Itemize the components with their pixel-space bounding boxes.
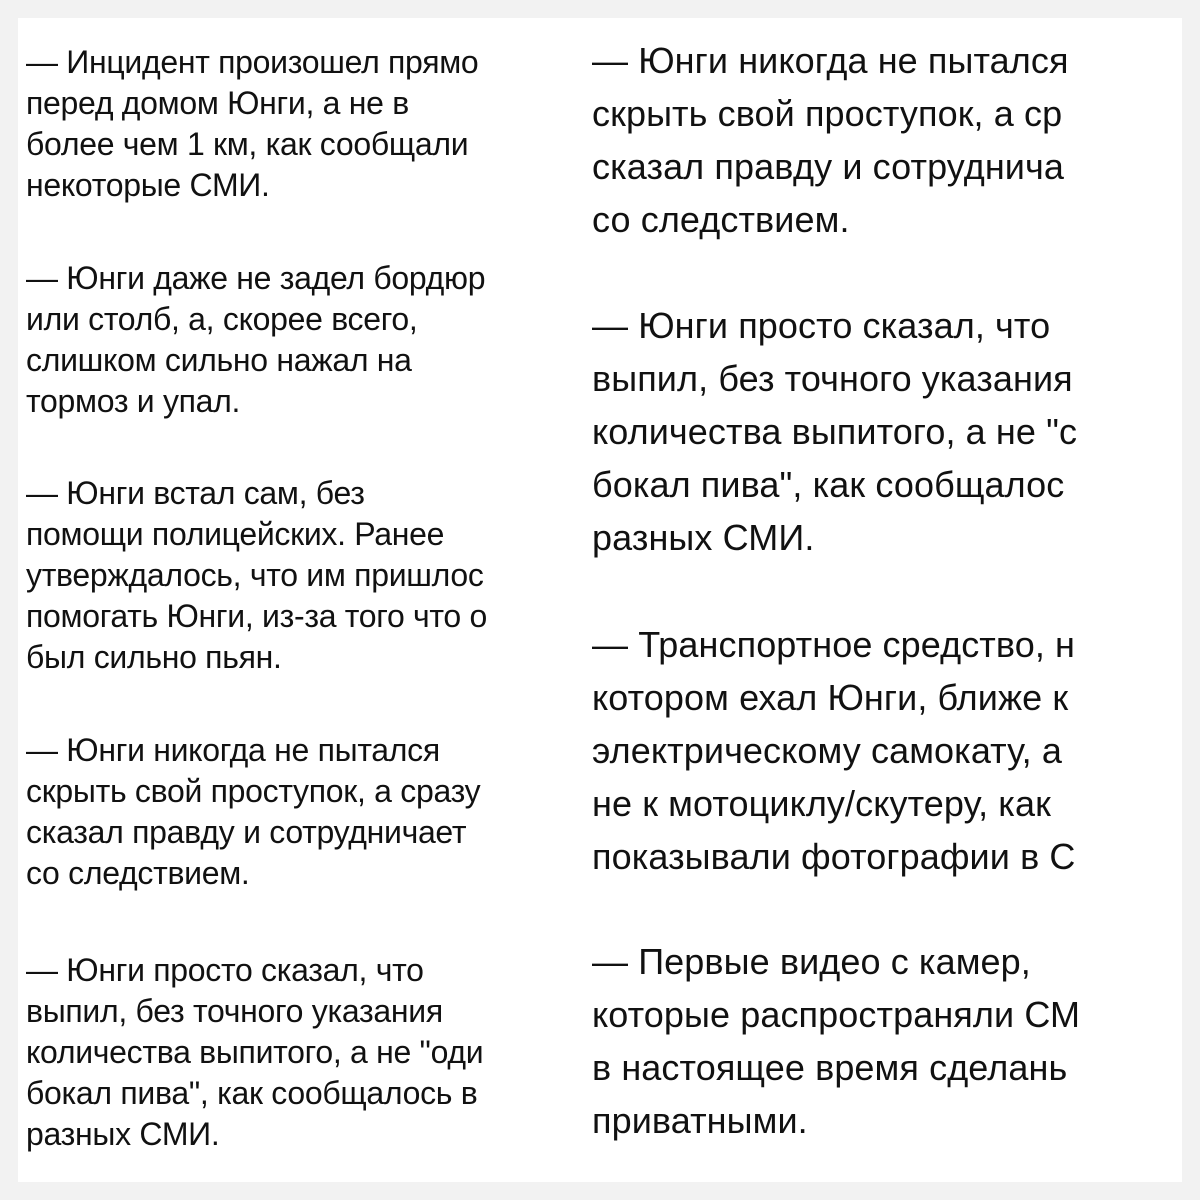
right-paragraph-1 [592,34,1069,246]
text-line: был сильно пьян. [26,639,282,675]
text-line: разных СМИ. [26,1116,220,1152]
text-line: в настоящее время сделань [592,1047,1068,1088]
text-line: которые распространяли СМ [592,994,1081,1035]
text-line: помощи полицейских. Ранее [26,516,445,552]
text-line: скрыть свой проступок, а ср [592,93,1063,134]
text-line: — Юнги просто сказал, что [592,305,1051,346]
text-line: показывали фотографии в С [592,836,1076,877]
text-line: — Юнги встал сам, без [26,475,365,511]
text-line: — Юнги никогда не пытался [592,40,1069,81]
left-paragraph-3 [26,473,487,678]
text-line: перед домом Юнги, а не в [26,85,409,121]
text-line: — Юнги просто сказал, что [26,952,424,988]
text-line: или столб, а, скорее всего, [26,301,418,337]
text-line: бокал пива", как сообщалос [592,464,1065,505]
text-line: котором ехал Юнги, ближе к [592,677,1069,718]
left-paragraph-5 [26,950,483,1155]
text-line: тормоз и упал. [26,383,241,419]
text-line: некоторые СМИ. [26,167,270,203]
right-paragraph-4 [592,935,1080,1147]
left-paragraph-4 [26,730,480,894]
left-paragraph-2 [26,258,485,422]
left-text-panel [18,18,566,1182]
text-line: более чем 1 км, как сообщали [26,126,469,162]
text-line: разных СМИ. [592,517,815,558]
text-line: — Первые видео с камер, [592,941,1031,982]
text-line: со следствием. [26,855,250,891]
text-line: — Транспортное средство, н [592,624,1076,665]
text-line: помогать Юнги, из-за того что о [26,598,487,634]
text-line: бокал пива", как сообщалось в [26,1075,478,1111]
text-line: сказал правду и сотрудничает [26,814,467,850]
text-line: — Инцидент произошел прямо [26,44,479,80]
text-line: — Юнги даже не задел бордюр [26,260,486,296]
right-text-panel [566,18,1182,1182]
text-line: со следствием. [592,199,850,240]
text-line: выпил, без точного указания [592,358,1073,399]
right-paragraph-2 [592,299,1077,564]
text-line: приватными. [592,1100,808,1141]
text-line: количества выпитого, а не "с [592,411,1078,452]
text-line: слишком сильно нажал на [26,342,412,378]
right-paragraph-3 [592,618,1076,883]
text-line: выпил, без точного указания [26,993,443,1029]
text-line: — Юнги никогда не пытался [26,732,440,768]
text-line: не к мотоциклу/скутеру, как [592,783,1051,824]
text-line: электрическому самокату, а [592,730,1062,771]
text-line: утверждалось, что им пришлос [26,557,484,593]
text-line: скрыть свой проступок, а сразу [26,773,481,809]
text-line: сказал правду и сотруднича [592,146,1064,187]
text-line: количества выпитого, а не "оди [26,1034,484,1070]
left-paragraph-1 [26,42,478,206]
